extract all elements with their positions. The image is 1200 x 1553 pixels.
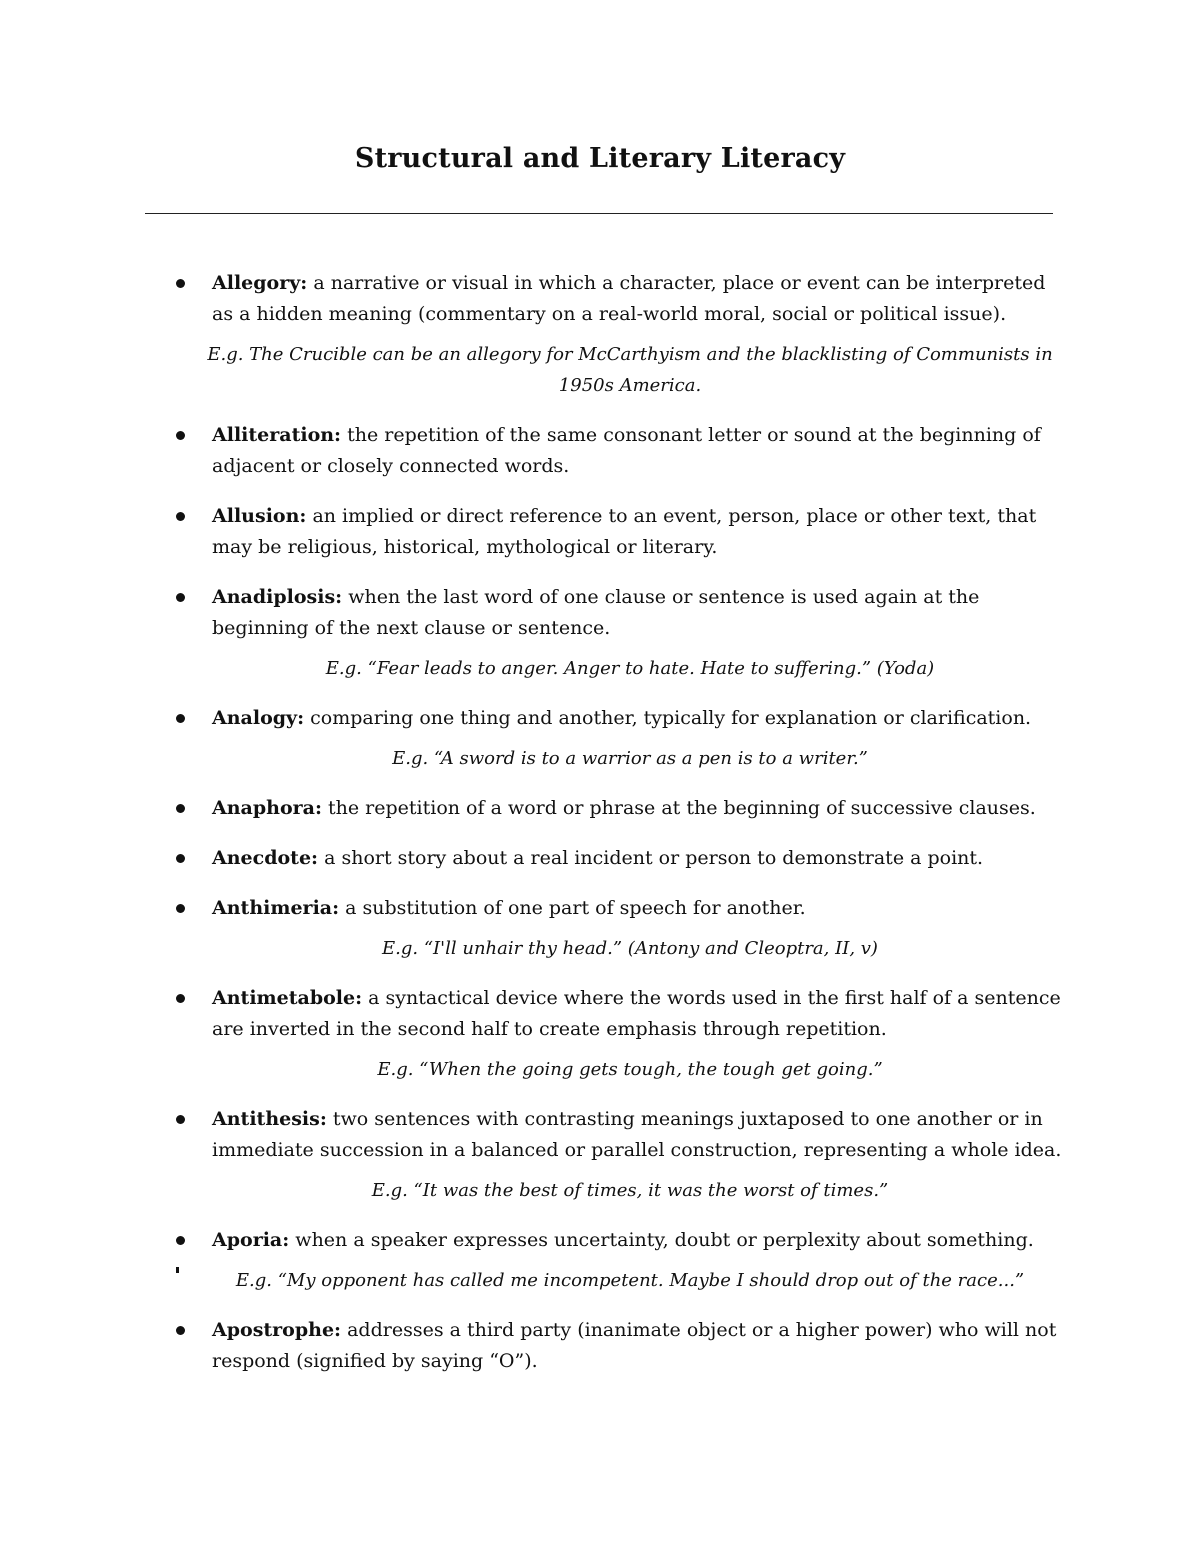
term-definition: a syntactical device where the words used in the first half of a sentence are inverted in the second half to create emphasis through repetition.: [212, 987, 1061, 1040]
glossary-item-antithesis: [0, 1104, 1200, 1206]
bullet-icon: [176, 994, 185, 1003]
glossary-item-analogy: [0, 703, 1200, 774]
term-name: Antithesis:: [212, 1108, 327, 1130]
glossary-item-antimetabole: [0, 983, 1200, 1085]
term-name: Analogy:: [212, 707, 305, 729]
term-name: Anaphora:: [212, 797, 322, 819]
bullet-icon: [176, 1115, 185, 1124]
term-example: E.g. “When the going gets tough, the tough get going.”: [377, 1059, 883, 1080]
term-name: Alliteration:: [212, 424, 342, 446]
term-definition: the repetition of a word or phrase at the beginning of successive clauses.: [321, 797, 1036, 819]
term-definition: a substitution of one part of speech for another.: [339, 897, 806, 919]
term-name: Antimetabole:: [212, 987, 363, 1009]
glossary-item-alliteration: [0, 420, 1200, 482]
term-definition: the repetition of the same consonant letter or sound at the beginning of adjacent or closely connected words.: [212, 424, 1041, 477]
term-example: E.g. “My opponent has called me incompetent. Maybe I should drop out of the race...”: [235, 1270, 1025, 1291]
term-name: Apostrophe:: [212, 1319, 342, 1341]
bullet-icon: [176, 512, 185, 521]
glossary-item-anecdote: [0, 843, 1200, 874]
term-definition: two sentences with contrasting meanings juxtaposed to one another or in immediate succession in a balanced or parallel construction, representing a whole idea.: [212, 1108, 1062, 1161]
glossary-item-allusion: [0, 501, 1200, 563]
glossary-item-aporia: [0, 1225, 1200, 1296]
term-name: Anthimeria:: [212, 897, 340, 919]
stray-mark-icon: [176, 1267, 179, 1273]
glossary-item-anadiplosis: [0, 582, 1200, 684]
term-definition: when the last word of one clause or sentence is used again at the beginning of the next clause or sentence.: [212, 586, 980, 639]
glossary-item-allegory: [0, 268, 1200, 401]
term-name: Allusion:: [212, 505, 307, 527]
term-example: E.g. “A sword is to a warrior as a pen is to a writer.”: [392, 748, 868, 769]
bullet-icon: [176, 1326, 185, 1335]
page-title: Structural and Literary Literacy: [354, 143, 846, 174]
bullet-icon: [176, 804, 185, 813]
glossary-list: [0, 268, 1200, 1396]
term-name: Aporia:: [212, 1229, 290, 1251]
term-name: Anecdote:: [212, 847, 319, 869]
bullet-icon: [176, 593, 185, 602]
term-definition: a short story about a real incident or person to demonstrate a point.: [318, 847, 984, 869]
title-divider: [145, 213, 1053, 214]
term-definition: when a speaker expresses uncertainty, doubt or perplexity about something.: [289, 1229, 1034, 1251]
term-definition: addresses a third party (inanimate object or a higher power) who will not respond (signified by saying “O”).: [212, 1319, 1057, 1372]
glossary-item-anaphora: [0, 793, 1200, 824]
term-definition: an implied or direct reference to an event, person, place or other text, that may be religious, historical, mythological or literary.: [212, 505, 1037, 558]
glossary-item-anthimeria: [0, 893, 1200, 964]
term-example: E.g. “Fear leads to anger. Anger to hate. Hate to suffering.” (Yoda): [325, 658, 935, 679]
bullet-icon: [176, 854, 185, 863]
term-example: E.g. “I'll unhair thy head.” (Antony and Cleoptra, II, v): [382, 938, 878, 959]
term-name: Anadiplosis:: [212, 586, 343, 608]
term-example: E.g. “It was the best of times, it was the worst of times.”: [371, 1180, 889, 1201]
term-name: Allegory:: [212, 272, 308, 294]
term-example: E.g. The Crucible can be an allegory for McCarthyism and the blacklisting of Communists in 1950s America.: [207, 344, 1053, 396]
bullet-icon: [176, 431, 185, 440]
bullet-icon: [176, 279, 185, 288]
term-definition: comparing one thing and another, typically for explanation or clarification.: [304, 707, 1032, 729]
bullet-icon: [176, 904, 185, 913]
bullet-icon: [176, 1236, 185, 1245]
bullet-icon: [176, 714, 185, 723]
term-definition: a narrative or visual in which a character, place or event can be interpreted as a hidden meaning (commentary on a real-world moral, social or political issue).: [212, 272, 1046, 325]
glossary-item-apostrophe: [0, 1315, 1200, 1377]
